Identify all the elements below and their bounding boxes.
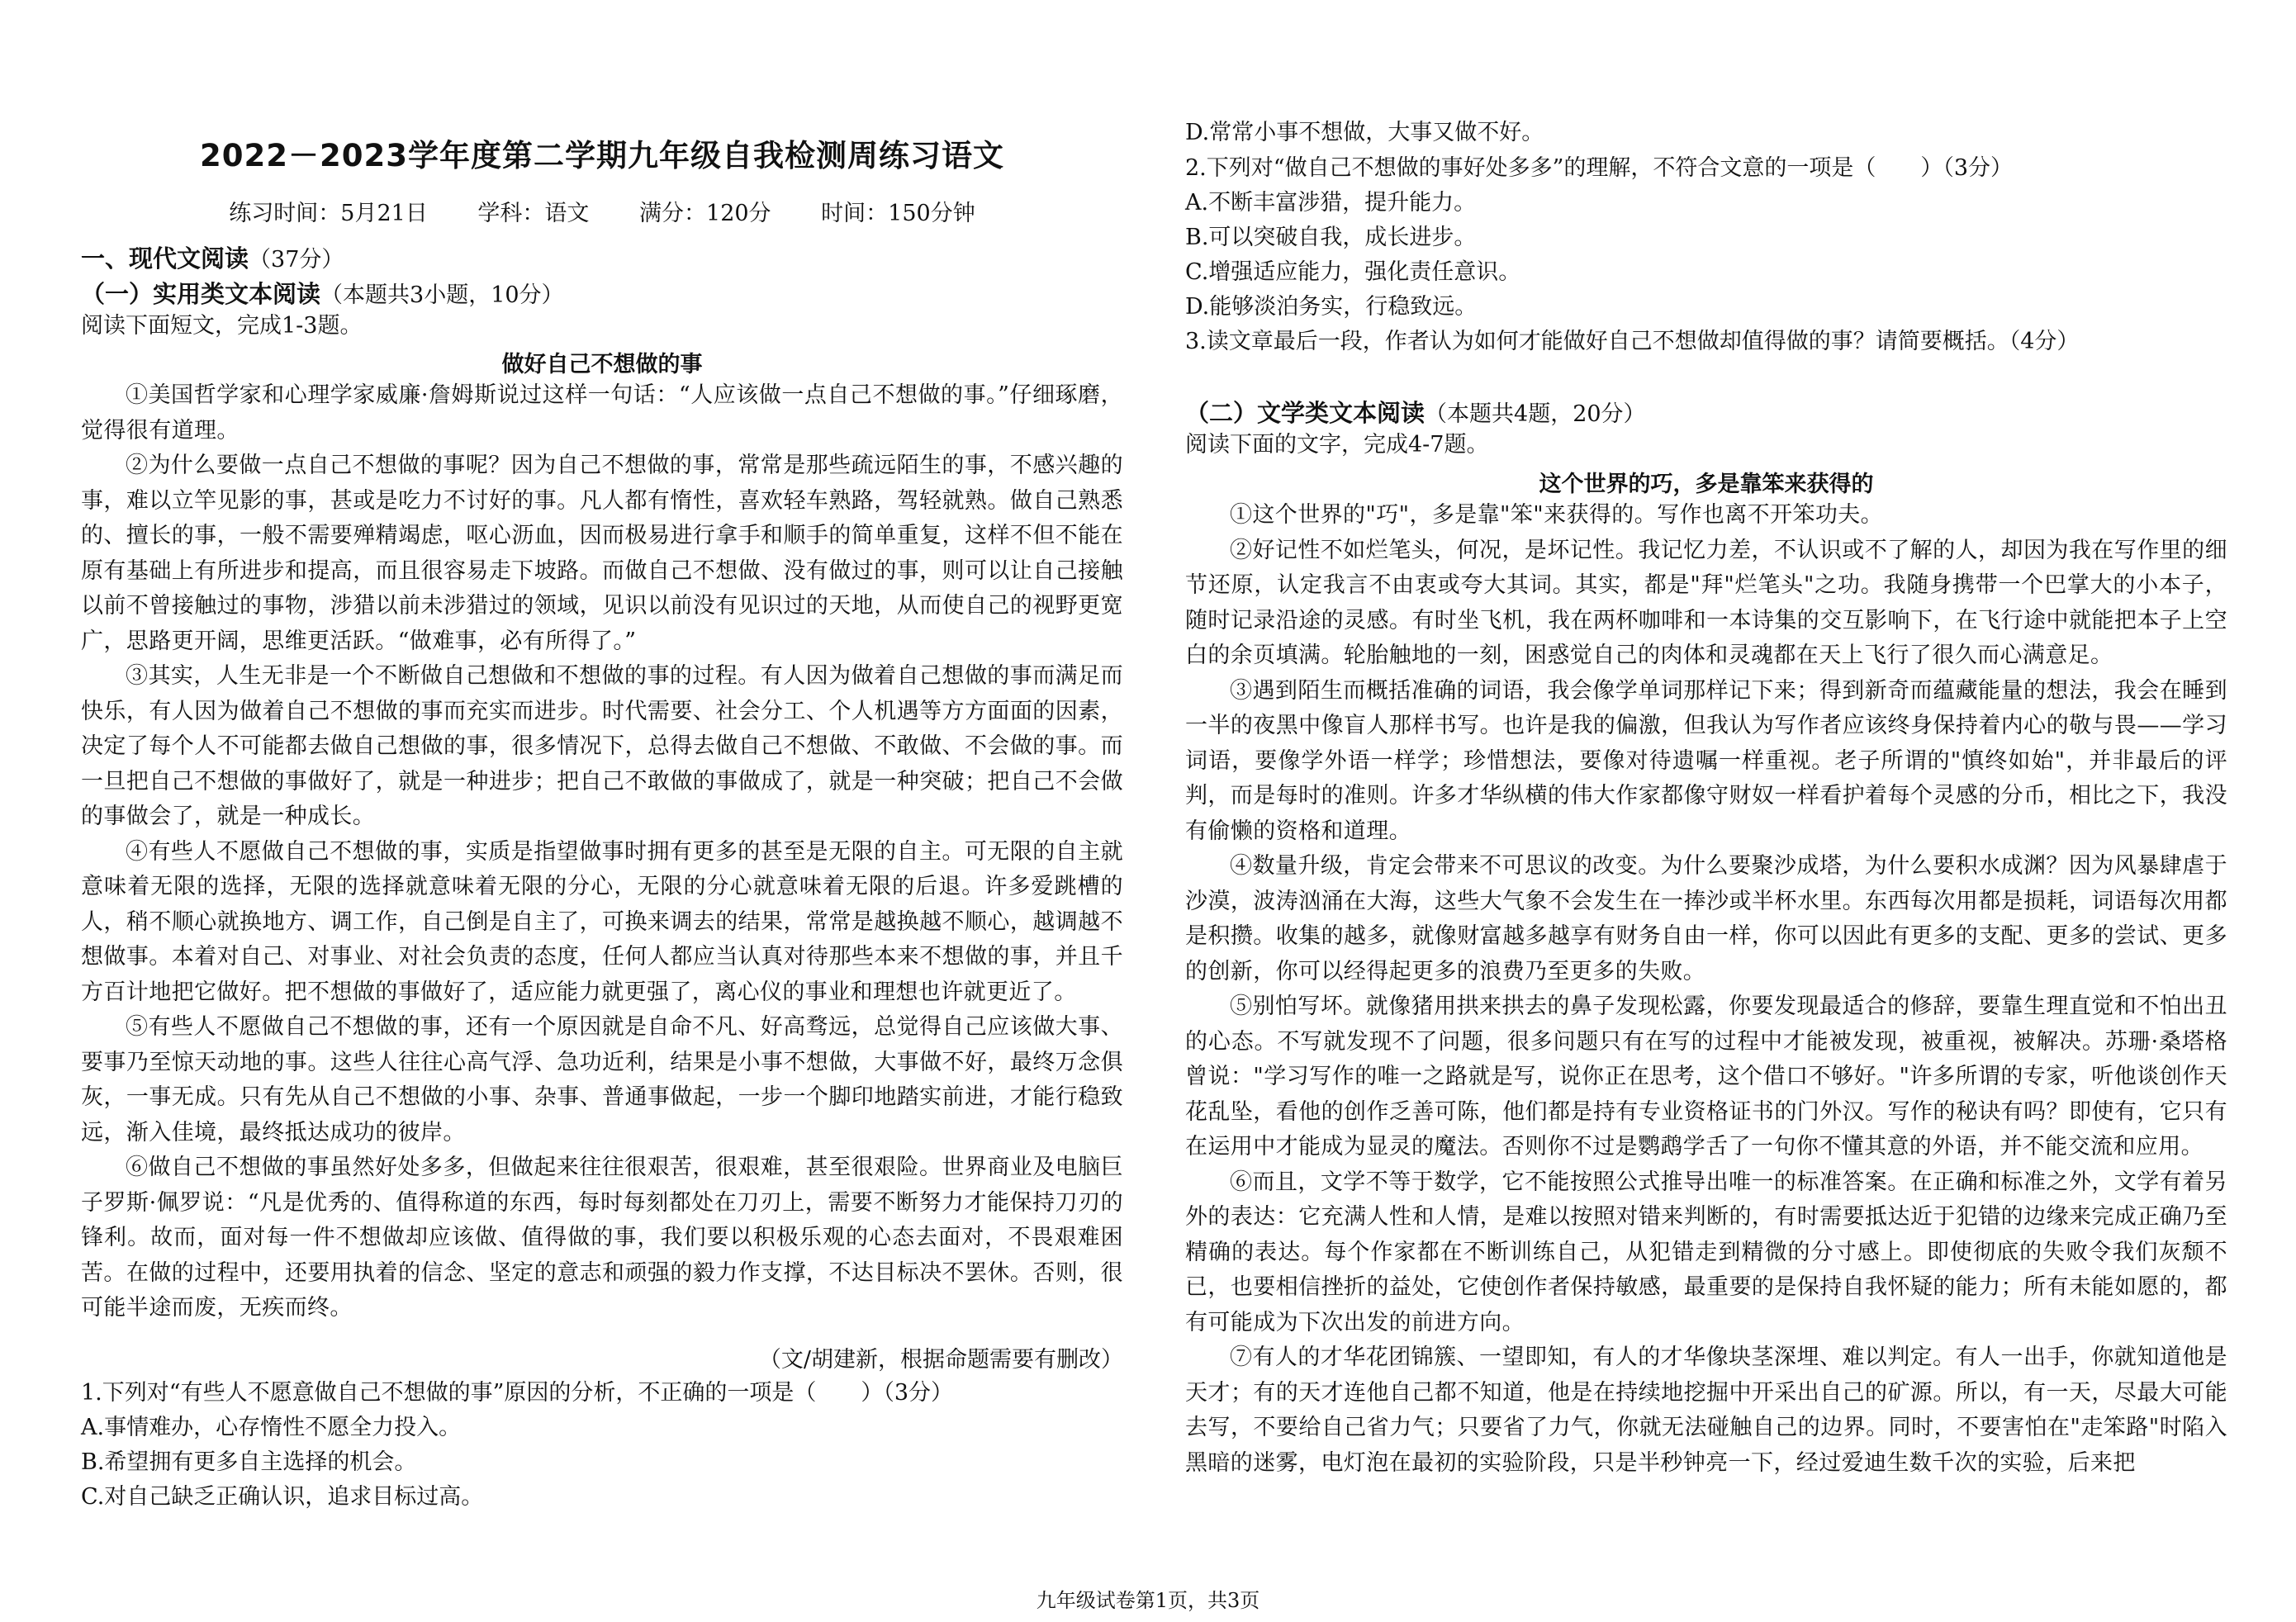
exam-score: 满分：120分 bbox=[639, 201, 771, 226]
subsection-heading bbox=[81, 276, 1123, 310]
paragraph: ③其实，人生无非是一个不断做自己想做和不想做的事的过程。有人因为做着自己想做的事而满足而快乐，有人因为做着自己不想做的事而充实而进步。时代需要、社会分工、个人机遇等方方面面的因素，决定了每个人不可能都去做自己想做的事，很多情况下，总得去做自己不想做、不敢做、不会做的事。而一旦把自己不想做的事做好了，就是一种进步；把自己不敢做的事做成了，就是一种突破；把自己不会做的事做会了，就是一种成长。 bbox=[81, 663, 1123, 829]
paragraph: ⑥做自己不想做的事虽然好处多多，但做起来往往很艰苦，很艰难，甚至很艰险。世界商业及电脑巨子罗斯·佩罗说：“凡是优秀的、值得称道的东西，每时每刻都处在刀刃上，需要不断努力才能保持刀刃的锋利。故而，面对每一件不想做却应该做、值得做的事，我们要以积极乐观的心态去面对，不畏艰难困苦。在做的过程中，还要用执着的信念、坚定的意志和顽强的毅力作支撑，不达目标决不罢休。否则，很可能半途而废，无疾而终。 bbox=[81, 1155, 1123, 1321]
paragraph: ①这个世界的"巧"，多是靠"笨"来获得的。写作也离不开笨功夫。 bbox=[1230, 502, 1884, 528]
section-title: 一、现代文阅读 bbox=[81, 244, 249, 273]
paragraph: ⑤别怕写坏。就像猪用拱来拱去的鼻子发现松露，你要发现最适合的修辞，要靠生理直觉和不怕出丑的心态。不写就发现不了问题，很多问题只有在写的过程中才能被发现，被重视，被解决。苏珊·桑塔格曾说："学习写作的唯一之路就是写，说你正在思考，这个借口不够好。"许多所谓的专家，听他谈创作天花乱坠，看他的创作乏善可陈，他们都是持有专业资格证书的门外汉。写作的秘诀有吗？即使有，它只有在运用中才能成为显灵的魔法。否则你不过是鹦鹉学舌了一句你不懂其意的外语，并不能交流和应用。 bbox=[1185, 994, 2227, 1160]
article-title: 这个世界的巧，多是靠笨来获得的 bbox=[1539, 472, 1874, 497]
paragraph: ②好记性不如烂笔头，何况，是坏记性。我记忆力差，不认识或不了解的人，却因为我在写作里的细节还原，认定我言不由衷或夸大其词。其实，都是"拜"烂笔头"之功。我随身携带一个巴掌大的小本子，随时记录沿途的灵感。有时坐飞机，我在两杯咖啡和一本诗集的交互影响下，在飞行途中就能把本子上空白的余页填满。轮胎触地的一刻，困惑觉自己的肉体和灵魂都在天上飞行了很久而心满意足。 bbox=[1185, 537, 2227, 668]
article-body bbox=[81, 378, 1123, 1326]
exam-time: 练习时间：5月21日 bbox=[229, 201, 428, 226]
paragraph: ①美国哲学家和心理学家威廉·詹姆斯说过这样一句话：“人应该做一点自己不想做的事。”仔细琢磨，觉得很有道理。 bbox=[81, 382, 1123, 443]
subsection-title: （一）实用类文本阅读 bbox=[81, 280, 321, 308]
exam-duration: 时间：150分钟 bbox=[821, 201, 975, 226]
question-3 bbox=[1185, 325, 2227, 359]
option: B.希望拥有更多自主选择的机会。 bbox=[81, 1449, 417, 1475]
paragraph: ⑦有人的才华花团锦簇、一望即知，有人的才华像块茎深埋、难以判定。有人一出手，你就知道他是天才；有的天才连他自己都不知道，他是在持续地挖掘中开采出自己的矿源。所以，有一天，尽最大可能去写，不要给自己省力气；只要省了力气，你就无法碰触自己的边界。同时，不要害怕在"走笨路"时陷入黑暗的迷雾，电灯泡在最初的实验阶段，只是半秒钟亮一下，经过爱迪生数千次的实验，后来把 bbox=[1185, 1345, 2227, 1476]
option: C.增强适应能力，强化责任意识。 bbox=[1185, 259, 1521, 285]
reading-instruction: 阅读下面的文字，完成4-7题。 bbox=[1185, 432, 1489, 458]
article-body bbox=[1185, 498, 2227, 1481]
option: A.事情难办，心存惰性不愿全力投入。 bbox=[81, 1415, 462, 1440]
subsection-note: （本题共4题，20分） bbox=[1425, 401, 1646, 427]
question-1-cont bbox=[1185, 116, 2227, 150]
subsection-title: （二）文学类文本阅读 bbox=[1185, 399, 1426, 427]
question-stem: 2.下列对“做自己不想做的事好处多多”的理解，不符合文意的一项是（ ）（3分） bbox=[1185, 155, 2014, 181]
option: B.可以突破自我，成长进步。 bbox=[1185, 225, 1477, 250]
paragraph: ④有些人不愿做自己不想做的事，实质是指望做事时拥有更多的甚至是无限的自主。可无限的自主就意味着无限的选择，无限的选择就意味着无限的分心，无限的分心就意味着无限的后退。许多爱跳槽的人，稍不顺心就换地方、调工作，自己倒是自主了，可换来调去的结果，常常是越换越不顺心，越调越不想做事。本着对自己、对事业、对社会负责的态度，任何人都应当认真对待那些本来不想做的事，并且千方百计地把它做好。把不想做的事做好了，适应能力就更强了，离心仪的事业和理想也许就更近了。 bbox=[81, 838, 1123, 1005]
article-title: 做好自己不想做的事 bbox=[501, 352, 703, 377]
question-stem: 1.下列对“有些人不愿意做自己不想做的事”原因的分析，不正确的一项是（ ）（3分） bbox=[81, 1380, 954, 1406]
article-source: （文/胡建新，根据命题需要有删改） bbox=[758, 1347, 1123, 1373]
paragraph: ③遇到陌生而概括准确的词语，我会像学单词那样记下来；得到新奇而蕴藏能量的想法，我会在睡到一半的夜黑中像盲人那样书写。也许是我的偏激，但我认为写作者应该终身保持着内心的敬与畏——学习词语，要像学外语一样学；珍惜想法，要像对待遗嘱一样重视。老子所谓的"慎终如始"，并非最后的评判，而是每时的准则。许多才华纵横的伟大作家都像守财奴一样看护着每个灵感的分币，相比之下，我没有偷懒的资格和道理。 bbox=[1185, 677, 2227, 844]
paragraph: ⑤有些人不愿做自己不想做的事，还有一个原因就是自命不凡、好高骛远，总觉得自己应该做大事、要事乃至惊天动地的事。这些人往往心高气浮、急功近利，结果是小事不想做，大事做不好，最终万念俱灰，一事无成。只有先从自己不想做的小事、杂事、普通事做起，一步一个脚印地踏实前进，才能行稳致远，渐入佳境，最终抵达成功的彼岸。 bbox=[81, 1014, 1123, 1145]
reading-instruction: 阅读下面短文，完成1-3题。 bbox=[81, 313, 363, 339]
page-footer: 九年级试卷第1页，共3页 bbox=[1036, 1589, 1260, 1612]
question-stem: 3.读文章最后一段，作者认为如何才能做好自己不想做却值得做的事？请简要概括。（4分） bbox=[1185, 329, 2080, 354]
option: C.对自己缺乏正确认识，追求目标过高。 bbox=[81, 1484, 484, 1510]
question-1 bbox=[81, 1376, 1123, 1515]
exam-subject: 学科：语文 bbox=[477, 201, 590, 226]
section-score: （37分） bbox=[249, 247, 344, 273]
option: A.不断丰富涉猎，提升能力。 bbox=[1185, 190, 1477, 216]
subsection-note: （本题共3小题，10分） bbox=[320, 282, 564, 308]
paragraph: ②为什么要做一点自己不想做的事呢？因为自己不想做的事，常常是那些疏远陌生的事，不感兴趣的事，难以立竿见影的事，甚或是吃力不讨好的事。凡人都有惰性，喜欢轻车熟路，驾轻就熟。做自己熟悉的、擅长的事，一般不需要殚精竭虑，呕心沥血，因而极易进行拿手和顺手的简单重复，这样不但不能在原有基础上有所进步和提高，而且很容易走下坡路。而做自己不想做、没有做过的事，则可以让自己接触以前不曾接触过的事物，涉猎以前未涉猎过的领域，见识以前没有见识过的天地，从而使自己的视野更宽广，思路更开阔，思维更活跃。“做难事，必有所得了。” bbox=[81, 453, 1123, 654]
option: D.常常小事不想做，大事又做不好。 bbox=[1185, 120, 1544, 145]
exam-title: 2022－2023学年度第二学期九年级自我检测周练习语文 bbox=[200, 138, 1004, 173]
paragraph: ⑥而且，文学不等于数学，它不能按照公式推导出唯一的标准答案。在正确和标准之外，文学有着另外的表达：它充满人性和人情，是难以按照对错来判断的，有时需要抵达近于犯错的边缘来完成正确乃至精确的表达。每个作家都在不断训练自己，从犯错走到精微的分寸感上。即使彻底的失败令我们灰颓不已，也要相信挫折的益处，它使创作者保持敏感，最重要的是保持自我怀疑的能力；所有未能如愿的，都有可能成为下次出发的前进方向。 bbox=[1185, 1169, 2227, 1335]
question-2 bbox=[1185, 151, 2227, 325]
option: D.能够淡泊务实，行稳致远。 bbox=[1185, 294, 1478, 320]
paragraph: ④数量升级，肯定会带来不可思议的改变。为什么要聚沙成塔，为什么要积水成渊？因为风暴肆虐于沙漠，波涛汹涌在大海，这些大气象不会发生在一捧沙或半杯水里。东西每次用都是损耗，词语每次用都是积攒。收集的越多，就像财富越多越享有财务自由一样，你可以因此有更多的支配、更多的尝试、更多的创新，你可以经得起更多的浪费乃至更多的失败。 bbox=[1185, 853, 2227, 984]
section-heading bbox=[81, 240, 1123, 274]
exam-info bbox=[81, 195, 1123, 227]
subsection-heading bbox=[1185, 395, 2227, 429]
